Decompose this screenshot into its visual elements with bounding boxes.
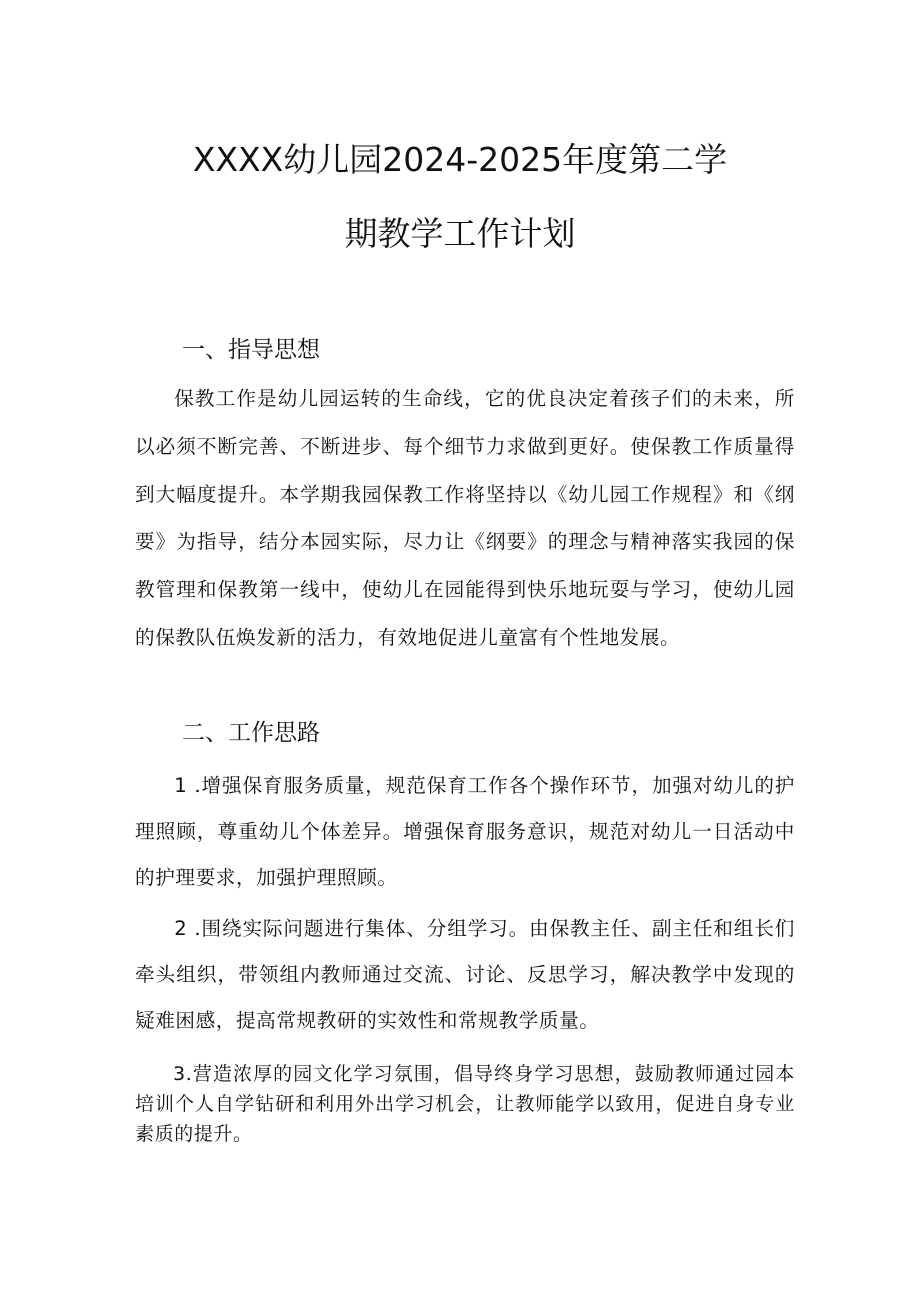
list-item-number: 3 — [173, 1063, 186, 1085]
list-item — [135, 763, 795, 901]
list-item-text: .围绕实际问题进行集体、分组学习。由保教主任、副主任和组长们牵头组织，带领组内教师通过交流、讨论、反思学习，解决教学中发现的疑难困感，提高常规教研的实效性和常规教学质量。 — [135, 917, 795, 1032]
list-item-text: .营造浓厚的园文化学习氛围，倡导终身学习思想，鼓励教师通过园本培训个人自学钻研和利用外出学习机会，让教师能学以致用，促进自身专业素质的提升。 — [135, 1063, 795, 1145]
section-heading-guiding-ideology: 一、指导思想 — [182, 337, 320, 363]
document-title-line-1: XXXX幼儿园2024-2025年度第二学 — [192, 140, 728, 179]
list-item — [135, 1059, 795, 1149]
section-heading-work-ideas: 二、工作思路 — [182, 720, 320, 746]
document-title-line-2: 期教学工作计划 — [344, 214, 576, 253]
list-item-number: 1 — [174, 774, 188, 797]
list-item-number: 2 — [174, 917, 188, 940]
list-item — [135, 906, 795, 1044]
section-paragraph: 保教工作是幼儿园运转的生命线，它的优良决定着孩子们的未来，所以必须不断完善、不断进步、每个细节力求做到更好。使保教工作质量得到大幅度提升。本学期我园保教工作将坚持以《幼儿园工作规程》和《纲要》为指导，结分本园实际，尽力让《纲要》的理念与精神落实我园的保教管理和保教第一线中，使幼儿在园能得到快乐地玩耍与学习，使幼儿园的保教队伍焕发新的活力，有效地促进儿童富有个性地发展。 — [135, 387, 795, 649]
list-item-text: .增强保育服务质量，规范保育工作各个操作环节，加强对幼儿的护理照顾，尊重幼儿个体差异。增强保育服务意识，规范对幼儿一日活动中的护理要求，加强护理照顾。 — [135, 774, 795, 889]
